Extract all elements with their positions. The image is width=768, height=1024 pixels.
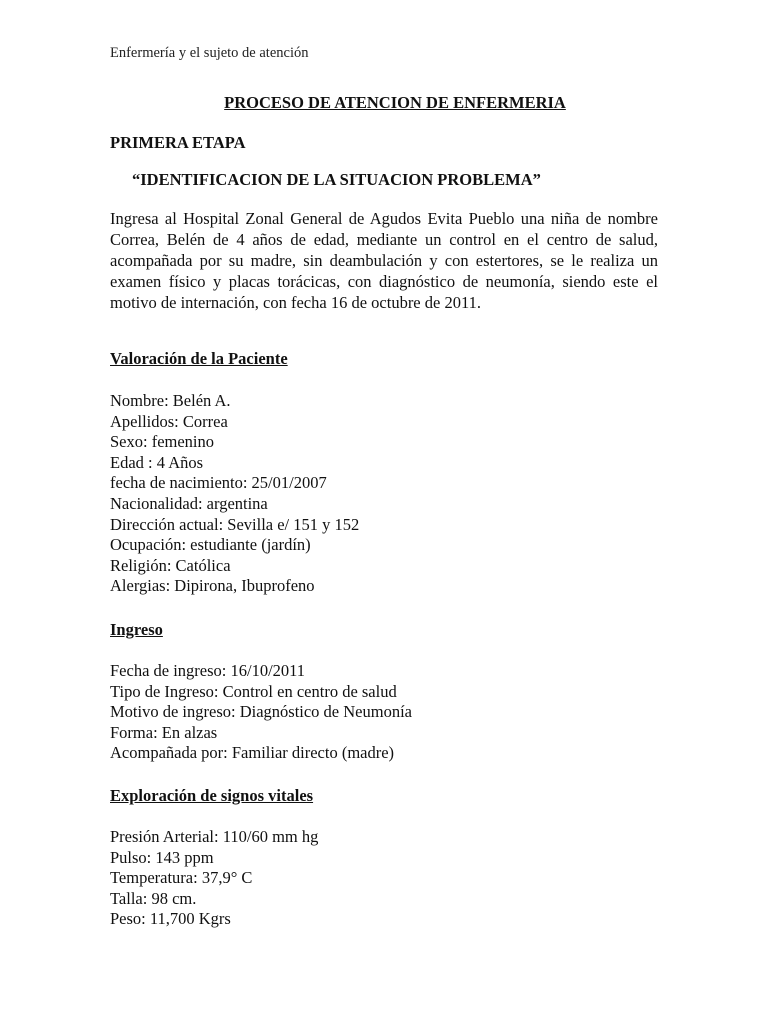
list-item: Presión Arterial: 110/60 mm hg — [110, 827, 319, 846]
list-item: Dirección actual: Sevilla e/ 151 y 152 — [110, 514, 360, 534]
list-item: Religión: Católica — [110, 555, 231, 575]
valoracion-heading: Valoración de la Paciente — [110, 349, 288, 368]
list-item: Talla: 98 cm. — [110, 888, 197, 908]
list-item: fecha de nacimiento: 25/01/2007 — [110, 473, 327, 493]
list-item: Nombre: Belén A. — [110, 391, 231, 410]
signos-list — [110, 827, 318, 930]
list-item: Peso: 11,700 Kgrs — [110, 909, 231, 929]
list-item: Edad : 4 Años — [110, 452, 204, 472]
list-item: Pulso: 143 ppm — [110, 847, 214, 867]
ingreso-heading: Ingreso — [110, 620, 163, 639]
intro-paragraph: Ingresa al Hospital Zonal General de Agudos Evita Pueblo una niña de nombre Correa, Belén de 4 años de edad, mediante un control en el centro de salud, acompañada por su madre, sin deambulación y con estertores, se le realiza un examen físico y placas torácicas, con diagnóstico de neumonía, siendo este el motivo de internación, con fecha 16 de octubre de 2011. — [110, 209, 658, 312]
stage-title: PRIMERA ETAPA — [110, 133, 246, 152]
running-header: Enfermería y el sujeto de atención — [110, 45, 309, 61]
valoracion-list — [110, 391, 359, 597]
list-item: Forma: En alzas — [110, 722, 218, 742]
ingreso-list — [110, 661, 412, 764]
list-item: Fecha de ingreso: 16/10/2011 — [110, 661, 306, 680]
list-item: Alergias: Dipirona, Ibuprofeno — [110, 576, 315, 596]
list-item: Apellidos: Correa — [110, 411, 228, 431]
signos-heading: Exploración de signos vitales — [110, 786, 314, 805]
list-item: Motivo de ingreso: Diagnóstico de Neumonía — [110, 702, 412, 722]
section-subtitle: “IDENTIFICACION DE LA SITUACION PROBLEMA” — [132, 170, 541, 189]
list-item: Ocupación: estudiante (jardín) — [110, 535, 311, 555]
list-item: Tipo de Ingreso: Control en centro de salud — [110, 681, 397, 701]
list-item: Temperatura: 37,9° C — [110, 868, 253, 888]
list-item: Acompañada por: Familiar directo (madre) — [110, 743, 395, 763]
list-item: Sexo: femenino — [110, 432, 215, 452]
document-title: PROCESO DE ATENCION DE ENFERMERIA — [224, 93, 566, 112]
list-item: Nacionalidad: argentina — [110, 493, 268, 513]
